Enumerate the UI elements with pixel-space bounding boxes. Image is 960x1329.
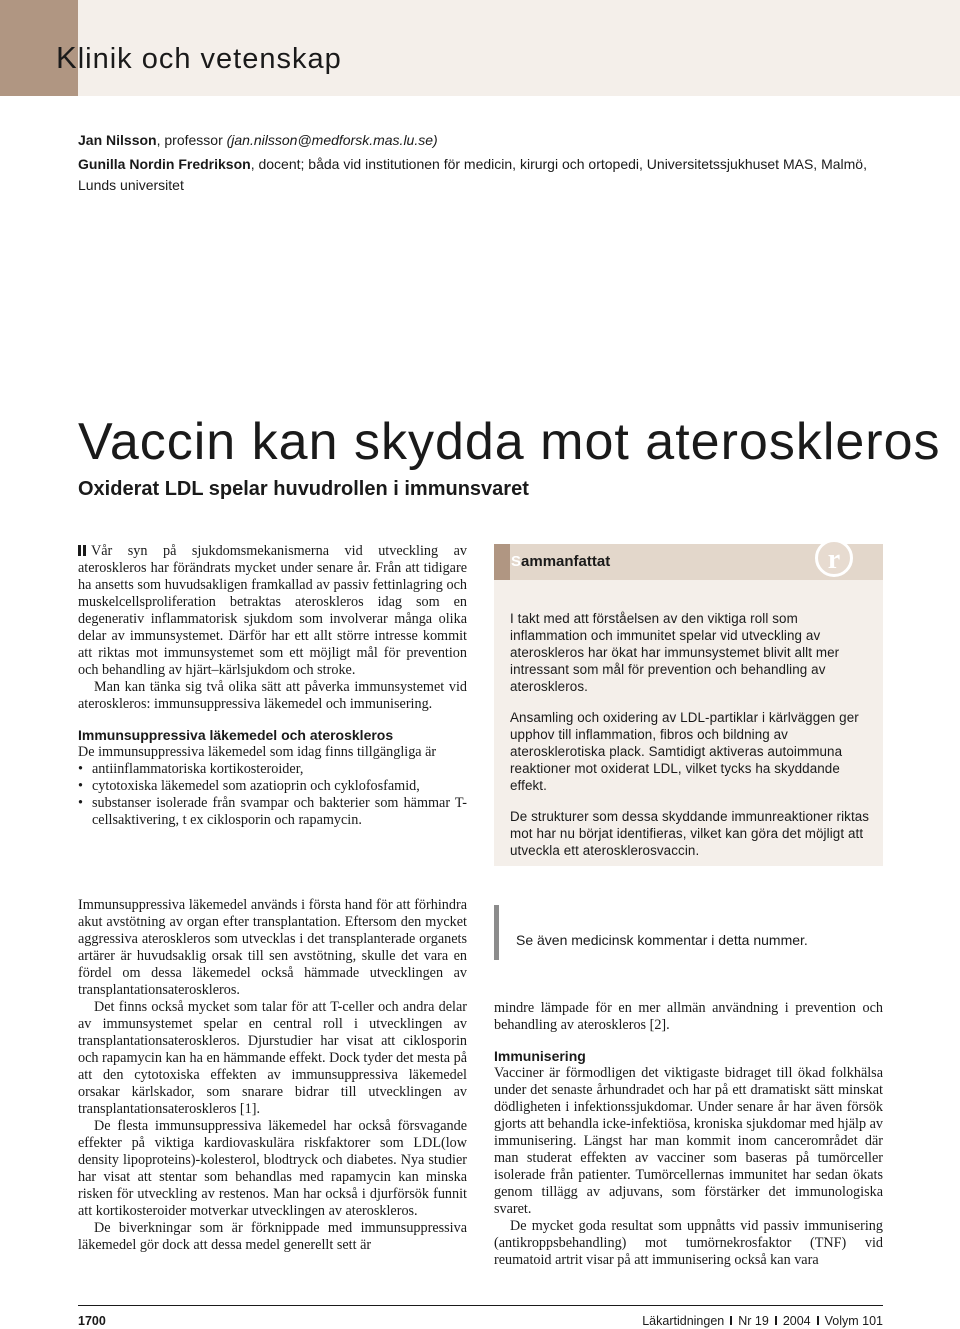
separator xyxy=(730,1316,732,1325)
journal-name: Läkartidningen xyxy=(642,1314,725,1328)
lead-mark-icon xyxy=(78,545,87,556)
right-column xyxy=(494,1000,883,1269)
section-heading: Immunisering xyxy=(494,1048,586,1064)
author-name: Jan Nilsson xyxy=(78,132,157,148)
body-paragraph: De flesta immunsuppressiva läkemedel har också försvagande effekter på viktiga kardiovaskulära riskfaktorer som LDL(low density lipoproteins)-kolesterol, blodtryck och diabetes. Nya studier har visat att stentar som behandlas med rapamycin kan minska risken för utveckling av restenos. Man har också i djurförsök funnit att kortikosteroider motverkar utvecklingen av ateroskleros. xyxy=(78,1118,467,1219)
body-paragraph: mindre lämpade för en mer allmän användning i prevention och behandling av ateroskleros [2]. xyxy=(494,1000,883,1033)
author-line-2 xyxy=(78,154,883,196)
year: 2004 xyxy=(782,1314,811,1328)
section-title-rest: linik och vetenskap xyxy=(77,43,342,75)
bullet-list xyxy=(78,761,467,829)
list-item: • antiinflammatoriska kortikosteroider, xyxy=(78,761,467,778)
body-paragraph: De mycket goda resultat som uppnåtts vid passiv immunisering (antikroppsbehandling) mot tumörnekrosfaktor (TNF) vid reumatoid artrit visar på att immunisering också kan vara xyxy=(494,1218,883,1268)
left-column xyxy=(78,543,467,829)
body-paragraph: De immunsuppressiva läkemedel som idag finns tillgängliga är xyxy=(78,744,437,760)
section-title xyxy=(56,40,342,76)
body-paragraph: Vacciner är förmodligen det viktigaste bidraget till ökad folkhälsa under det senaste århundradet och har på ett dramatiskt sätt minskat dödligheten i infektionssjukdomar. Under senare år har även försök gjorts att behandla icke-infektiösa, kroniska sjukdomar med hjälp av immunisering. Längst har man kommit inom cancerområdet där man studerat effekten av vacciner som baseras på tumörceller isolerade från patienter. Tumörcellernas immunitet har sedan ökats genom tillägg av adjuvans, som förstärker det immunologiska svaret. xyxy=(494,1065,883,1217)
see-also-note: Se även medicinsk kommentar i detta nummer. xyxy=(516,932,808,948)
author-details: , professor xyxy=(156,132,227,148)
author-details: , docent; båda vid institutionen för medicin, kirurgi och ortopedi, Universitetssjukhuset MAS, Malmö, Lunds universitet xyxy=(78,156,867,193)
page-number: 1700 xyxy=(78,1314,106,1328)
body-paragraph: Det finns också mycket som talar för att T-celler och andra delar av immunsystemet spelar en central roll i utvecklingen av transplantationsateroskleros. Djurstudier har visat att ciklosporin och rapamycin kan ha en hämmande effekt. Dock tyder det mesta på att den cytotoxiska effekten av immunsuppressiva läkemedel orsakar kärlskador, som snarare bidrar till utvecklingen av transplantationsateroskleros [1]. xyxy=(78,999,467,1117)
summary-paragraph: Ansamling och oxidering av LDL-partiklar i kärlväggen ger upphov till inflammation, fibros och bildning av aterosklerotiska plack. Samtidigt aktiveras autoimmuna reaktioner mot oxiderat LDL, vilket tycks ha skyddande effekt. xyxy=(510,710,859,793)
separator xyxy=(817,1316,819,1325)
footer-rule xyxy=(78,1305,883,1306)
summary-accent xyxy=(494,544,510,580)
summary-content xyxy=(510,610,870,873)
issue-number: Nr 19 xyxy=(738,1314,769,1328)
summary-paragraph: I takt med att förståelsen av den viktiga roll som inflammation och immunitet spelar vid utveckling av ateroskleros har ökat har immunsystemet blivit allt mer intressant som mål för prevention och behandling av ateroskleros. xyxy=(510,611,840,694)
body-paragraph: Man kan tänka sig två olika sätt att påverka immunsystemet vid ateroskleros: immunsuppressiva läkemedel och immunisering. xyxy=(78,679,467,712)
section-title-initial: K xyxy=(56,40,78,75)
journal-footer xyxy=(620,1314,883,1328)
list-item: • substanser isolerade från svampar och bakterier som hämmar T-cellsaktivering, t ex ciklosporin och rapamycin. xyxy=(78,795,467,829)
author-name: Gunilla Nordin Fredrikson xyxy=(78,156,251,172)
left-column-lower xyxy=(78,897,467,1254)
separator xyxy=(775,1316,777,1325)
see-also-bar xyxy=(494,905,499,960)
volume: Volym 101 xyxy=(824,1314,883,1328)
article-title: Vaccin kan skydda mot ateroskleros xyxy=(78,413,941,471)
list-item: • cytotoxiska läkemedel som azatioprin och cyklofosfamid, xyxy=(78,778,467,795)
author-line-1 xyxy=(78,130,883,151)
section-heading: Immunsuppressiva läkemedel och ateroskleros xyxy=(78,727,394,743)
summary-paragraph: De strukturer som dessa skyddande immunreaktioner riktas mot har nu börjat identifieras, vilket kan göra det möjligt att utveckla ett aterosklerosvaccin. xyxy=(510,809,870,858)
body-paragraph: Immunsuppressiva läkemedel används i första hand för att förhindra akut avstötning av organ efter transplantation. Eftersom den mycket aggressiva ateroskleros som utvecklas i det transplanterade organets artärer är huvudsaklig orsak till sen avstötning, skulle det vara en fördel om dessa läkemedel också hämmade utvecklingen av transplantationsateroskleros. xyxy=(78,897,467,998)
article-subtitle: Oxiderat LDL spelar huvudrollen i immunsvaret xyxy=(78,478,529,500)
summary-title: Sammanfattat xyxy=(511,553,611,570)
author-email-link[interactable]: (jan.nilsson@medforsk.mas.lu.se) xyxy=(226,132,438,148)
lead-paragraph: Vår syn på sjukdomsmekanismerna vid utveckling av ateroskleros har förändrats mycket under senare år. Från att tidigare ha ansetts som huvudsakligen framkallad av passiv fettinlagring och muskelcellsproliferation betraktas ateroskleros idag som en degenerativ inflammatorisk sjukdom som involverar många olika delar av immunsystemet. Därför har ett allt större intresse kommit att riktas mot immunsystemet som ett möjligt mål för prevention och behandling av hjärt–kärlsjukdom och stroke. xyxy=(78,543,467,678)
body-paragraph: De biverkningar som är förknippade med immunsuppressiva läkemedel gör dock att dessa medel generellt sett är xyxy=(78,1220,467,1253)
registered-logo-icon: r xyxy=(815,539,853,577)
